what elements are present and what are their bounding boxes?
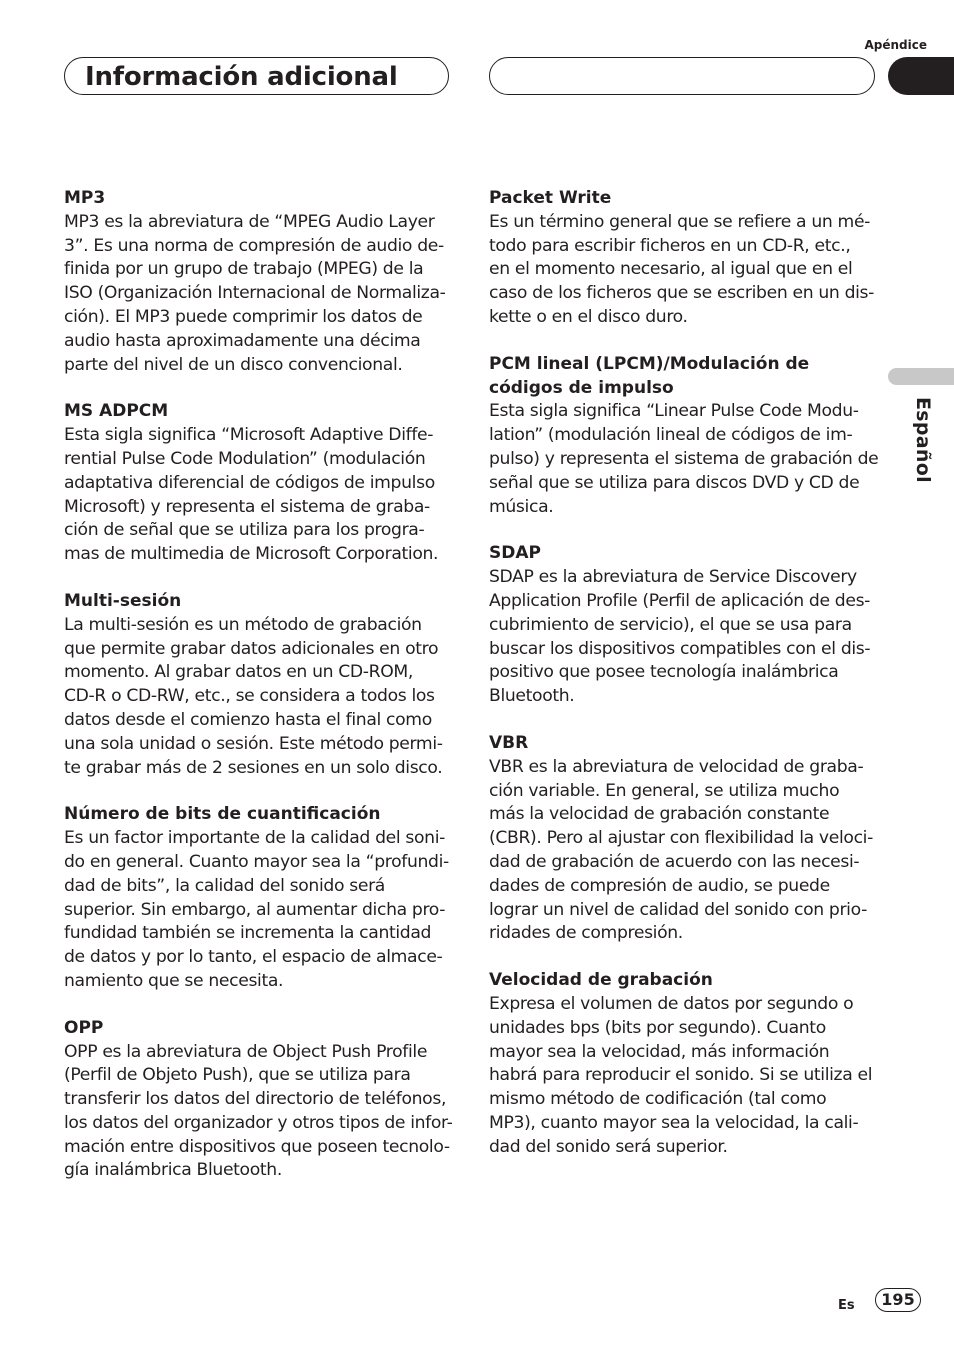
glossary-entry (489, 187, 881, 330)
left-column (64, 187, 456, 1206)
glossary-entry (489, 732, 881, 946)
entry-text: Es un factor importante de la calidad del soni- do en general. Cuanto mayor sea la “profundi- dad de bits”, la calidad del sonido será superior. Sin embargo, al aumentar dicha pro- fundidad también se incrementa la cantidad de datos y por lo tanto, el espacio de almace- namiento que se necesita. (64, 828, 449, 991)
entry-text: VBR es la abreviatura de velocidad de graba- ción variable. En general, se utiliza mucho más la velocidad de grabación constante (CBR). Pero al ajustar con flexibilidad la veloci- dad de grabación de acuerdo con las necesi- dades de compresión de audio, se puede lograr un nivel de calidad del sonido con prio- ridades de compresión. (489, 756, 873, 944)
glossary-entry (64, 590, 456, 780)
chapter-tab (888, 57, 954, 95)
glossary-entry (64, 803, 456, 993)
page-number: 195 (875, 1288, 921, 1312)
glossary-entry (489, 969, 881, 1159)
section-tag: Apéndice (864, 38, 927, 52)
entry-term: SDAP (489, 543, 541, 564)
language-tab-marker (888, 368, 954, 385)
entry-text: Esta sigla significa “Linear Pulse Code Modu- lation” (modulación lineal de códigos de im- pulso) y representa el sistema de grabación de señal que se utiliza para discos DVD y CD de música. (489, 401, 879, 517)
glossary-entry (489, 353, 881, 520)
entry-term: Número de bits de cuantificación (64, 804, 381, 825)
language-tab-label: Español (912, 397, 934, 483)
entry-term: Velocidad de grabación (489, 970, 713, 991)
entry-text: Esta sigla significa “Microsoft Adaptive Diffe- rential Pulse Code Modulation” (modulación adaptativa diferencial de códigos de impulso Microsoft) y representa el sistema de graba- ción de señal que se utiliza para los progra- mas de multimedia de Microsoft Corporation. (64, 425, 439, 565)
entry-term: Packet Write (489, 188, 612, 208)
footer-language-code: Es (838, 1298, 855, 1313)
title-box (64, 57, 449, 95)
right-column (489, 187, 881, 1182)
entry-term: OPP (64, 1017, 104, 1038)
entry-term: PCM lineal (LPCM)/Modulación de códigos de impulso (489, 353, 810, 398)
entry-text: SDAP es la abreviatura de Service Discovery Application Profile (Perfil de aplicación de des- cubrimiento de servicio), el que se usa para buscar los dispositivos compatibles con el dis- positivo que posee tecnología inalámbrica Bluetooth. (489, 567, 871, 707)
glossary-entry (64, 187, 456, 377)
glossary-entry (64, 400, 456, 567)
header-right-box (489, 57, 875, 95)
glossary-entry (489, 542, 881, 709)
entry-term: VBR (489, 732, 529, 753)
glossary-entry (64, 1017, 456, 1184)
page-title: Información adicional (85, 62, 398, 92)
entry-text: Expresa el volumen de datos por segundo o unidades bps (bits por segundo). Cuanto mayor sea la velocidad, más información habrá para reproducir el sonido. Si se utiliza el mismo método de codificación (tal como MP3), cuanto mayor sea la velocidad, la cali- dad del sonido será superior. (489, 993, 873, 1157)
entry-term: MS ADPCM (64, 401, 169, 422)
entry-text: OPP es la abreviatura de Object Push Profile (Perfil de Objeto Push), que se utiliza para transferir los datos del directorio de teléfonos, los datos del organizador y otros tipos de infor- mación entre dispositivos que poseen tecnolo- gía inalámbrica Bluetooth. (64, 1041, 453, 1181)
entry-term: MP3 (64, 188, 106, 208)
entry-text: Es un término general que se refiere a un mé- todo para escribir ficheros en un CD-R, etc., en el momento necesario, al igual que en el caso de los ficheros que se escriben en un dis- kette o en el disco duro. (489, 211, 875, 327)
entry-term: Multi-sesión (64, 590, 182, 611)
entry-text: La multi-sesión es un método de grabación que permite grabar datos adicionales en otro momento. Al grabar datos en un CD-ROM, CD-R o CD-RW, etc., se considera a todos los datos desde el comienzo hasta el final como una sola unidad o sesión. Este método permi- te grabar más de 2 sesiones en un solo disco. (64, 614, 443, 778)
entry-text: MP3 es la abreviatura de “MPEG Audio Layer 3”. Es una norma de compresión de audio de- finida por un grupo de trabajo (MPEG) de la ISO (Organización Internacional de Normaliza- ción). El MP3 puede comprimir los datos de audio hasta aproximadamente una décima parte del nivel de un disco convencional. (64, 211, 446, 375)
